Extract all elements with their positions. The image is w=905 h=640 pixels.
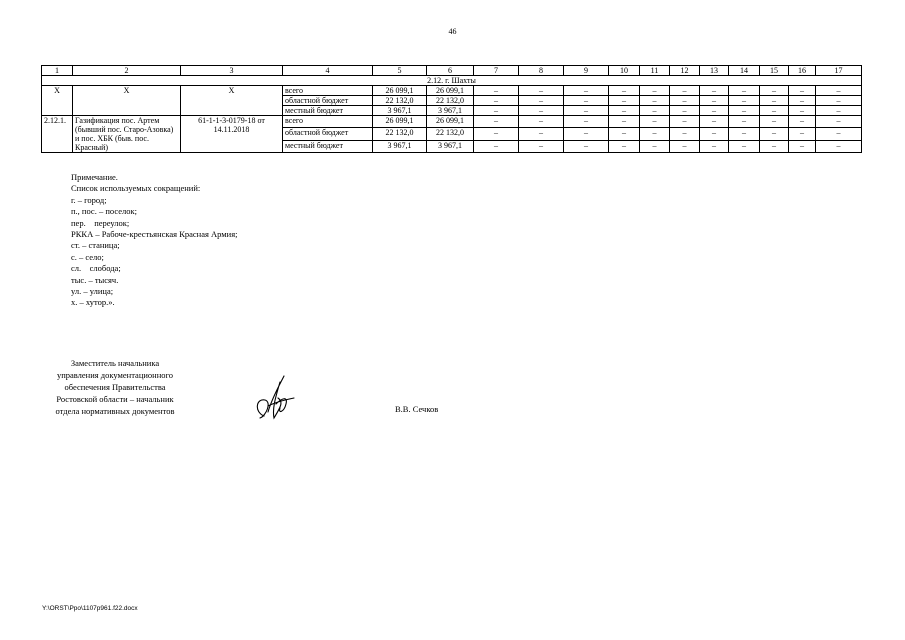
note-line: х. – хутор.». (71, 297, 115, 308)
value-col5: 3 967,1 (373, 106, 427, 116)
document-ref: X (181, 86, 283, 116)
column-number: 14 (729, 66, 760, 76)
signatory-title-line: обеспечения Правительства (64, 382, 166, 392)
table-row (42, 86, 862, 96)
value-col11: – (640, 86, 670, 96)
value-col14: – (729, 116, 760, 128)
value-col14: – (729, 128, 760, 140)
value-col7: – (474, 128, 519, 140)
value-col7: – (474, 116, 519, 128)
document-ref: 61-1-1-3-0179-18 от 14.11.2018 (181, 116, 283, 153)
value-col12: – (670, 116, 700, 128)
section-row (42, 76, 862, 86)
value-col16: – (789, 106, 816, 116)
value-col6: 3 967,1 (427, 106, 474, 116)
note-line: Примечание. (71, 172, 118, 182)
value-col7: – (474, 86, 519, 96)
value-col17: – (816, 86, 862, 96)
value-col7: – (474, 106, 519, 116)
note-line: с. – село; (71, 251, 104, 262)
column-number: 2 (73, 66, 181, 76)
budget-table (41, 65, 862, 153)
value-col11: – (640, 128, 670, 140)
value-col17: – (816, 96, 862, 106)
value-col13: – (700, 86, 729, 96)
value-col7: – (474, 96, 519, 106)
column-number: 9 (564, 66, 609, 76)
value-col15: – (760, 106, 789, 116)
signatory-title-line: управления документационного (56, 370, 174, 380)
table-row (42, 116, 862, 128)
row-number: 2.12.1. (42, 116, 73, 153)
column-number: 5 (373, 66, 427, 76)
value-col8: – (519, 96, 564, 106)
funding-source: всего (283, 86, 373, 96)
value-col15: – (760, 96, 789, 106)
value-col6: 22 132,0 (427, 96, 474, 106)
value-col5: 22 132,0 (373, 96, 427, 106)
row-number: X (42, 86, 73, 116)
value-col16: – (789, 96, 816, 106)
handwritten-signature (250, 372, 298, 429)
file-path: Y:\ORST\Ppo\1107p961.f22.docx (42, 605, 138, 612)
value-col13: – (700, 140, 729, 152)
value-col10: – (609, 106, 640, 116)
value-col8: – (519, 86, 564, 96)
column-number: 8 (519, 66, 564, 76)
funding-source: областной бюджет (283, 96, 373, 106)
signatory-title-line: отдела нормативных документов (55, 406, 175, 416)
value-col10: – (609, 96, 640, 106)
value-col14: – (729, 96, 760, 106)
value-col8: – (519, 128, 564, 140)
column-number: 13 (700, 66, 729, 76)
column-number-row (42, 66, 862, 76)
value-col9: – (564, 128, 609, 140)
section-title: 2.12. г. Шахты (42, 76, 862, 86)
signatory-name: В.В. Сечков (395, 404, 439, 414)
column-number: 15 (760, 66, 789, 76)
funding-source: местный бюджет (283, 106, 373, 116)
value-col8: – (519, 106, 564, 116)
value-col15: – (760, 140, 789, 152)
column-number: 6 (427, 66, 474, 76)
value-col6: 22 132,0 (427, 128, 474, 140)
value-col12: – (670, 128, 700, 140)
value-col10: – (609, 140, 640, 152)
value-col16: – (789, 128, 816, 140)
value-col5: 26 099,1 (373, 86, 427, 96)
column-number: 1 (42, 66, 73, 76)
value-col5: 3 967,1 (373, 140, 427, 152)
value-col6: 26 099,1 (427, 116, 474, 128)
value-col12: – (670, 106, 700, 116)
note-line: ул. – улица; (71, 286, 114, 297)
value-col10: – (609, 86, 640, 96)
value-col11: – (640, 140, 670, 152)
value-col15: – (760, 86, 789, 96)
value-col6: 3 967,1 (427, 140, 474, 152)
note-line: г. – город; (71, 194, 107, 205)
value-col9: – (564, 96, 609, 106)
funding-source: местный бюджет (283, 140, 373, 152)
value-col6: 26 099,1 (427, 86, 474, 96)
column-number: 10 (609, 66, 640, 76)
abbreviations-note (71, 172, 238, 309)
value-col11: – (640, 96, 670, 106)
value-col8: – (519, 116, 564, 128)
column-number: 4 (283, 66, 373, 76)
value-col16: – (789, 86, 816, 96)
column-number: 17 (816, 66, 862, 76)
value-col9: – (564, 140, 609, 152)
funding-source: всего (283, 116, 373, 128)
value-col10: – (609, 116, 640, 128)
value-col13: – (700, 106, 729, 116)
column-number: 11 (640, 66, 670, 76)
signatory-title-line: Заместитель начальника (70, 358, 160, 368)
value-col5: 22 132,0 (373, 128, 427, 140)
note-line: Список используемых сокращений: (71, 183, 201, 194)
value-col9: – (564, 86, 609, 96)
column-number: 16 (789, 66, 816, 76)
value-col15: – (760, 116, 789, 128)
note-line: ст. – станица; (71, 240, 120, 251)
value-col17: – (816, 140, 862, 152)
value-col14: – (729, 140, 760, 152)
value-col16: – (789, 140, 816, 152)
value-col11: – (640, 106, 670, 116)
note-line: сл. слобода; (71, 263, 121, 274)
value-col10: – (609, 128, 640, 140)
value-col5: 26 099,1 (373, 116, 427, 128)
value-col17: – (816, 106, 862, 116)
value-col9: – (564, 116, 609, 128)
signatory-title-line: Ростовской области – начальник (56, 394, 174, 404)
value-col12: – (670, 96, 700, 106)
signatory-title (40, 357, 190, 417)
value-col8: – (519, 140, 564, 152)
value-col13: – (700, 128, 729, 140)
funding-source: областной бюджет (283, 128, 373, 140)
column-number: 12 (670, 66, 700, 76)
value-col15: – (760, 128, 789, 140)
value-col14: – (729, 106, 760, 116)
value-col14: – (729, 86, 760, 96)
page-number: 46 (448, 27, 457, 36)
value-col17: – (816, 116, 862, 128)
value-col13: – (700, 96, 729, 106)
note-line: п., пос. – поселок; (71, 206, 137, 217)
note-line: РККА – Рабоче-крестьянская Красная Армия; (71, 229, 238, 240)
object-name: Газификация пос. Артем (бывший пос. Старо-Азовка) и пос. ХБК (быв. пос. Красный) (73, 116, 181, 153)
note-line: тыс. – тысяч. (71, 274, 119, 285)
value-col17: – (816, 128, 862, 140)
value-col12: – (670, 86, 700, 96)
column-number: 7 (474, 66, 519, 76)
value-col16: – (789, 116, 816, 128)
value-col13: – (700, 116, 729, 128)
value-col12: – (670, 140, 700, 152)
column-number: 3 (181, 66, 283, 76)
value-col7: – (474, 140, 519, 152)
value-col11: – (640, 116, 670, 128)
object-name: X (73, 86, 181, 116)
note-line: пер. переулок; (71, 217, 130, 228)
value-col9: – (564, 106, 609, 116)
